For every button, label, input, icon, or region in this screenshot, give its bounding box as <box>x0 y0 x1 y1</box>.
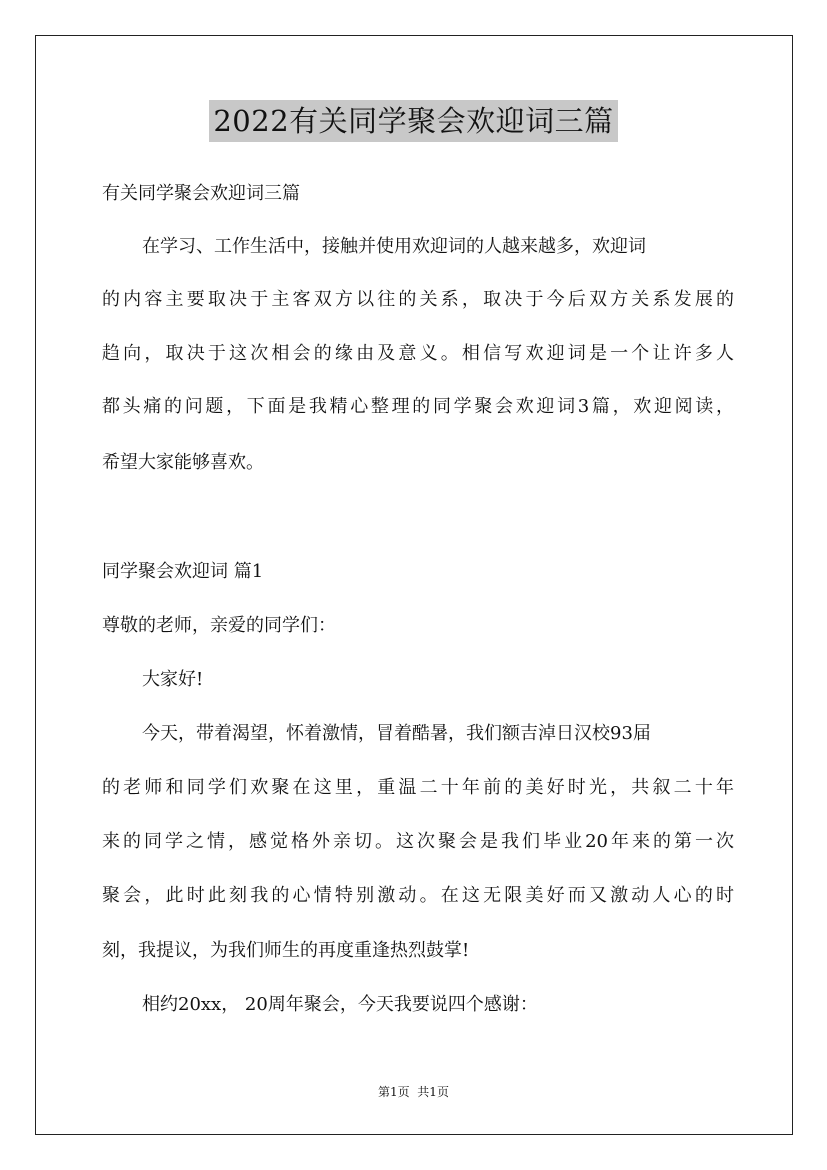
closing-line: 相约20xx， 20周年聚会，今天我要说四个感谢： <box>142 994 538 1015</box>
body-line: 聚会，此时此刻我的心情特别激动。在这无限美好而又激动人心的时 <box>102 885 734 906</box>
intro-line: 都头痛的问题，下面是我精心整理的同学聚会欢迎词3篇，欢迎阅读， <box>102 396 734 417</box>
section-heading: 同学聚会欢迎词 篇1 <box>102 561 264 582</box>
body-line: 的老师和同学们欢聚在这里，重温二十年前的美好时光，共叙二十年 <box>102 777 734 798</box>
body-line: 刻，我提议，为我们师生的再度重逢热烈鼓掌! <box>102 940 470 961</box>
subtitle: 有关同学聚会欢迎词三篇 <box>102 183 300 204</box>
intro-line: 在学习、工作生活中，接触并使用欢迎词的人越来越多，欢迎词 <box>142 236 646 257</box>
document-title <box>0 100 827 142</box>
document-title-text: 2022有关同学聚会欢迎词三篇 <box>209 100 617 142</box>
intro-line: 希望大家能够喜欢。 <box>102 452 264 473</box>
body-line: 来的同学之情，感觉格外亲切。这次聚会是我们毕业20年来的第一次 <box>102 831 734 852</box>
intro-line: 趋向，取决于这次相会的缘由及意义。相信写欢迎词是一个让许多人 <box>102 343 734 364</box>
body-line: 今天，带着渴望，怀着激情，冒着酷暑，我们额吉淖日汉校93届 <box>142 723 651 744</box>
salutation: 尊敬的老师，亲爱的同学们： <box>102 615 336 636</box>
greeting: 大家好! <box>142 669 204 690</box>
intro-line: 的内容主要取决于主客双方以往的关系，取决于今后双方关系发展的 <box>102 289 734 310</box>
page-number: 第1页 共1页 <box>378 1085 449 1099</box>
